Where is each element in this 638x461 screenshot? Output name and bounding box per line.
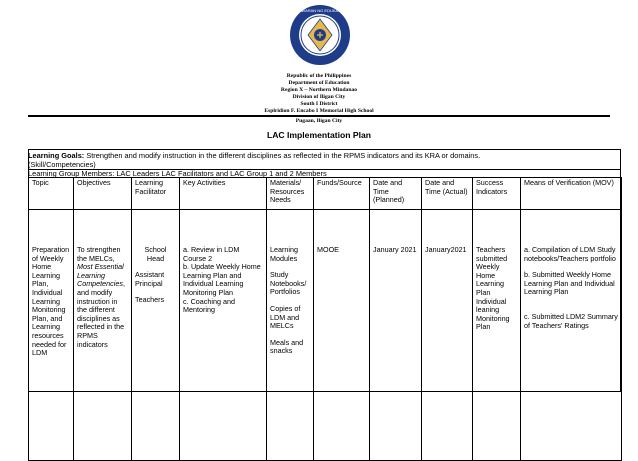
cell-mov [521,210,622,461]
cell-topic: Preparation of Weekly Home Learning Plan, Individual Learning Monitoring Plan, and Learning resources needed for LDM [29,210,74,461]
header-date-actual: Date and Time (Actual) [422,178,473,210]
objective-part-b: Most Essential Learning Competencies [77,262,124,289]
header-objectives: Objectives [74,178,132,210]
header-line-division: Division of Iligan City [292,94,346,100]
learning-goals [28,151,480,160]
header-address: Pugaan, Iligan City [295,118,343,124]
cell-objectives [74,210,132,461]
objective-part-a: To strengthen the MELCs, [77,245,121,263]
objective-part-c: , and modify instruction in the different disciplines as reflected in the RPMS indicators [77,279,125,349]
cell-funds: MOOE [314,210,370,461]
svg-text:KAGAWARAN NG EDUKASYON: KAGAWARAN NG EDUKASYON [290,8,350,13]
header-success-indicators: Success Indicators [473,178,521,210]
group-members: Learning Group Members: LAC Leaders LAC Facilitators and LAC Group 1 and 2 Members [28,169,327,178]
cell-key-activities [180,210,267,461]
material-notebooks: Study Notebooks/ Portfolios [270,270,307,297]
header-line-department: Department of Education [288,80,350,86]
table-row [29,210,622,461]
header-funds-source: Funds/Source [314,178,370,210]
activity-a: a. Review in LDM Course 2 [183,245,240,263]
page-title: LAC Implementation Plan [266,130,372,140]
header-line-school: Esplridion F. Encabo I Memorial High School [264,108,374,114]
lac-plan-table [28,177,622,461]
activity-c: c. Coaching and Mentoring [183,296,235,315]
header-key-activities: Key Activities [180,178,267,210]
header-date-planned: Date and Time (Planned) [370,178,422,210]
header-topic: Topic [29,178,74,210]
header-line-region: Region X – Northern Mindanao [280,87,358,93]
facilitator-assistant-principal: Assistant Principal [135,270,165,288]
table-header-row [29,178,622,210]
cell-facilitator [132,210,180,461]
header-learning-facilitator: Learning Facilitator [132,178,180,210]
material-meals: Meals and snacks [270,337,304,356]
cell-success-indicators: Teachers submitted Weekly Home Learning Plan Individual leaning Monitoring Plan [473,210,521,461]
activity-b: b. Update Weekly Home Learning Plan and Individual Learning Monitoring Plan [183,262,261,297]
header-line-district: South I District [300,101,338,107]
mov-b: b. Submitted Weekly Home Learning Plan and Individual Learning Plan [524,270,615,297]
material-copies: Copies of LDM and MELCs [270,303,301,331]
learning-goals-sub: (Skill/Competencies) [28,160,96,169]
header-mov: Means of Verification (MOV) [521,178,622,210]
learning-goals-label: Learning Goals: [28,151,85,160]
header-materials: Materials/ Resources Needs [267,178,314,210]
learning-goals-text: Strengthen and modify instruction in the different disciplines as reflected in the RPMS indicators and its KRA or domains. [84,151,481,160]
facilitator-teachers: Teachers [135,295,165,305]
cell-date-planned: January 2021 [370,210,422,461]
cell-materials [267,210,314,461]
mov-a: a. Compilation of LDM Study notebooks/Teachers portfolio [524,245,616,263]
header-line-country: Republic of the Philippines [286,73,352,79]
facilitator-school-head: School Head [144,245,167,263]
deped-seal-logo [289,4,351,66]
mov-c: c. Submitted LDM2 Summary of Teachers' Ratings [524,311,618,330]
cell-date-actual: January2021 [422,210,473,461]
material-modules: Learning Modules [270,245,298,263]
header-rule [28,115,610,117]
